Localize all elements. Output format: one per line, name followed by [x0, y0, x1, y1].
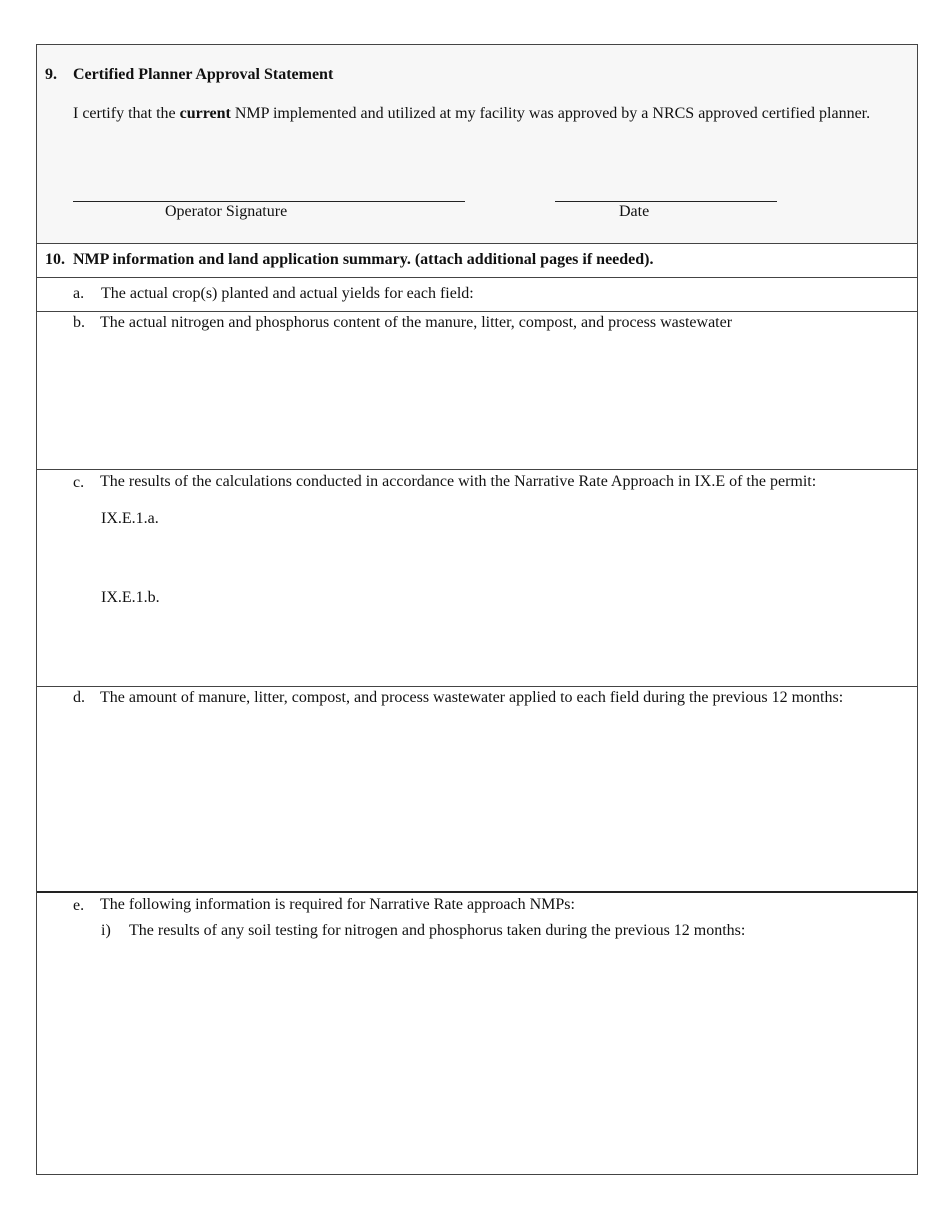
item-c-text: The results of the calculations conducted in accordance with the Narrative Rate Approach in IX.E of the permit: — [100, 473, 817, 490]
item-e-sub-marker: i) — [101, 922, 111, 939]
divider — [37, 243, 917, 244]
item-c-sub-ixe1b: IX.E.1.b. — [101, 589, 160, 606]
item-c-marker: c. — [73, 474, 85, 491]
item-a-text: The actual crop(s) planted and actual yields for each field: — [101, 285, 474, 302]
item-d-marker: d. — [73, 689, 85, 706]
operator-signature-label: Operator Signature — [165, 203, 288, 220]
item-e-sub-text: The results of any soil testing for nitrogen and phosphorus taken during the previous 12 months: — [129, 922, 746, 939]
section-9-title: Certified Planner Approval Statement — [73, 66, 334, 83]
item-a-crops-yields[interactable] — [37, 278, 917, 311]
item-d-applied-amounts[interactable] — [37, 687, 917, 891]
section-9-certified-planner — [37, 45, 917, 243]
section-10-number: 10. — [45, 251, 65, 268]
nmp-form — [36, 44, 918, 1175]
item-b-text: The actual nitrogen and phosphorus content of the manure, litter, compost, and process wastewater — [100, 314, 733, 331]
item-d-text: The amount of manure, litter, compost, and process wastewater applied to each field during the previous 12 months: — [100, 689, 844, 706]
item-e-marker: e. — [73, 897, 85, 914]
section-10-title: NMP information and land application summary. (attach additional pages if needed). — [73, 251, 654, 268]
item-a-marker: a. — [73, 285, 85, 302]
statement-text-start: I certify that the — [73, 105, 180, 122]
section-9-number: 9. — [45, 66, 57, 83]
item-e-text: The following information is required for Narrative Rate approach NMPs: — [100, 896, 575, 913]
item-c-sub-ixe1a: IX.E.1.a. — [101, 510, 159, 527]
date-field[interactable] — [555, 201, 777, 202]
statement-bold-word: current — [179, 105, 231, 122]
item-c-narrative-rate-calculations[interactable] — [37, 470, 917, 686]
statement-text-end: NMP implemented and utilized at my facility was approved by a NRCS approved certified planner. — [230, 105, 871, 122]
item-b-nutrient-content[interactable] — [37, 312, 917, 469]
item-b-marker: b. — [73, 314, 85, 331]
date-label: Date — [619, 203, 650, 220]
certification-statement — [73, 104, 903, 124]
item-e-narrative-rate-info[interactable] — [37, 893, 917, 1173]
